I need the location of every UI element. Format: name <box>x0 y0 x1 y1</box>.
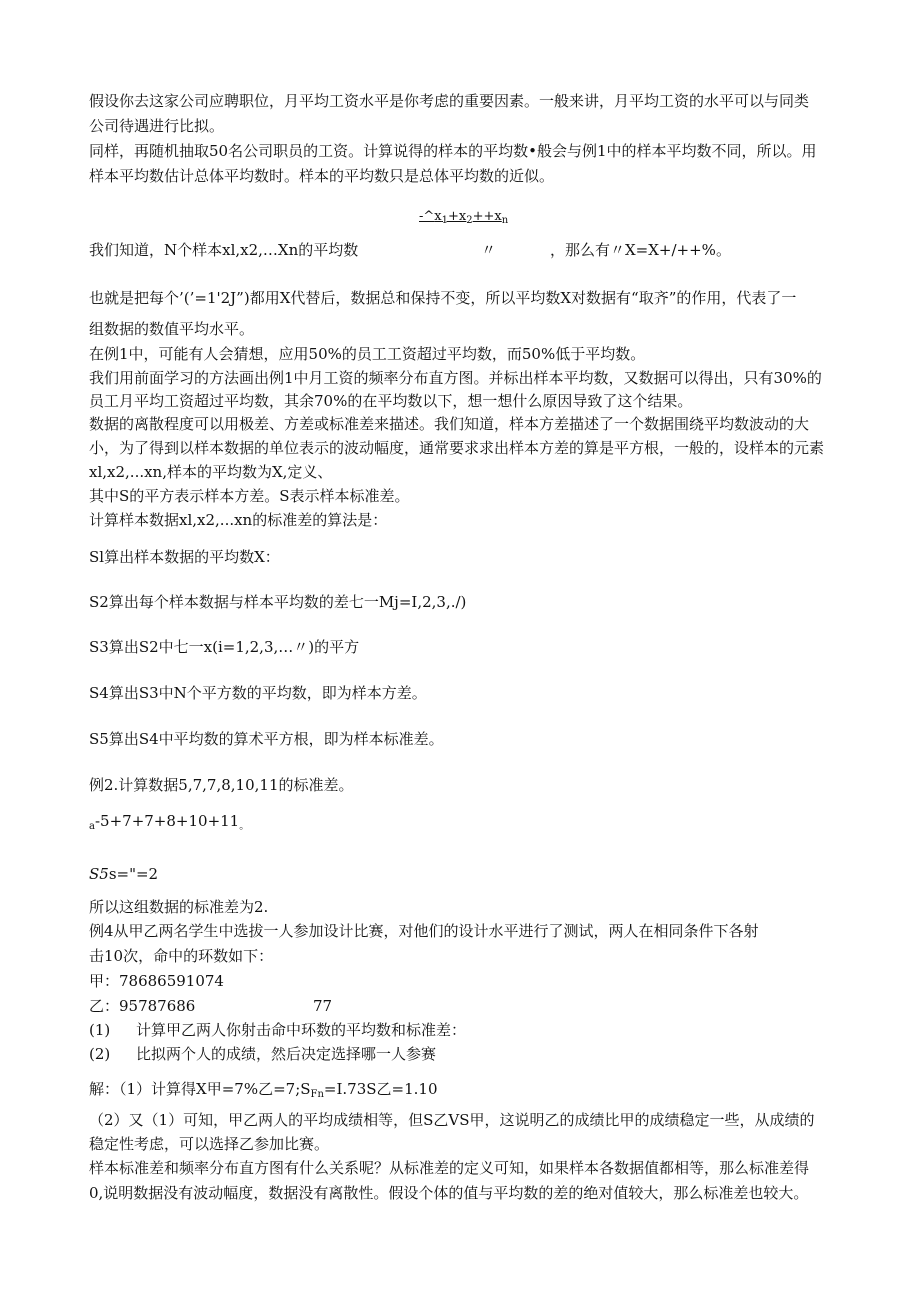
mean-formula-numerator: $-\^{}x_1+x_2++x_n$ <box>419 209 509 226</box>
example-2-result: 所以这组数据的标准差为2. <box>89 898 269 916</box>
paragraph-8: 其中S的平方表示样本方差。S表示样本标准差。 <box>89 487 410 505</box>
paragraph-4-line-1: 也就是把每个’(’=1'2J”)都用X代替后，数据总和保持不变，所以平均数X对数据有“取齐”的作用，代表了一 <box>89 289 797 307</box>
question-1-number: (1) <box>89 1021 111 1039</box>
paragraph-7-line-2: 小，为了得到以样本数据的单位表示的波动幅度，通常要求求出样本方差的算是平方根，一般的，设样本的元素 <box>89 439 825 457</box>
paragraph-9: 计算样本数据xl,x2,...xn的标准差的算法是： <box>89 511 388 529</box>
paragraph-3-part-b: 〃 <box>481 241 497 259</box>
step-s1: Sl算出样本数据的平均数X： <box>89 548 280 566</box>
example-2-s5: S5s="=2 <box>89 865 159 883</box>
paragraph-4-line-2: 组数据的数值平均水平。 <box>89 320 255 338</box>
step-s2: S2算出每个样本数据与样本平均数的差七一Mj=I,2,3,./) <box>89 593 467 611</box>
solution-2-line-1: （2）又（1）可知，甲乙两人的平均成绩相等，但S乙VS甲，这说明乙的成绩比甲的成绩稳定一些，从成绩的 <box>89 1111 815 1129</box>
example-2-calculation: $_a-5+7+7+8+10+11_。$ <box>89 812 250 832</box>
example-4-line-1: 例4从甲乙两名学生中选拔一人参加设计比赛，对他们的设计水平进行了测试，两人在相同条件下各射 <box>89 922 759 940</box>
example-2-title: 例2.计算数据5,7,7,8,10,11的标准差。 <box>89 776 354 794</box>
paragraph-2-line-1: 同样，再随机抽取50名公司职员的工资。计算说得的样本的平均数•般会与例1中的样本平均数不同，所以。用 <box>89 142 817 160</box>
step-s5: S5算出S4中平均数的算术平方根，即为样本标准差。 <box>89 730 444 748</box>
paragraph-3-part-a: 我们知道，N个样本xl,x2,…Xn的平均数 <box>89 241 359 259</box>
scores-yi-tail: 77 <box>313 997 333 1015</box>
step-s4: S4算出S3中N个平方数的平均数，即为样本方差。 <box>89 684 427 702</box>
solution-2-line-2: 稳定性考虑，可以选择乙参加比赛。 <box>89 1135 330 1153</box>
paragraph-6-line-1: 我们用前面学习的方法画出例1中月工资的频率分布直方图。并标出样本平均数，又数据可以得出，只有30%的 <box>89 369 822 387</box>
paragraph-5: 在例1中，可能有人会猜想，应用50%的员工工资超过平均数，而50%低于平均数。 <box>89 345 646 363</box>
scores-jia: 甲：78686591074 <box>89 972 224 990</box>
question-2: 比拟两个人的成绩，然后决定选择哪一人参赛 <box>136 1045 437 1063</box>
example-4-line-2: 击10次，命中的环数如下： <box>89 947 274 965</box>
scores-yi: 乙：95787686 <box>89 997 196 1015</box>
question-1: 计算甲乙两人你射击命中环数的平均数和标准差： <box>136 1021 467 1039</box>
closing-line-1: 样本标准差和频率分布直方图有什么关系呢？从标准差的定义可知，如果样本各数据值都相等，那么标准差得 <box>89 1159 810 1177</box>
closing-line-2: 0,说明数据没有波动幅度，数据没有离散性。假设个体的值与平均数的差的绝对值较大，那么标准差也较大。 <box>89 1184 809 1202</box>
paragraph-6-line-2: 员工月平均工资超过平均数，其余70%的在平均数以下，想一想什么原因导致了这个结果。 <box>89 392 693 410</box>
question-2-number: (2) <box>89 1045 111 1063</box>
paragraph-2-line-2: 样本平均数估计总体平均数时。样本的平均数只是总体平均数的近似。 <box>89 167 555 185</box>
paragraph-7-line-3: xl,x2,...xn,样本的平均数为X,定义、 <box>89 463 333 481</box>
paragraph-7-line-1: 数据的离散程度可以用极差、方差或标准差来描述。我们知道，样本方差描述了一个数据围绕平均数波动的大 <box>89 415 810 433</box>
paragraph-1-line-2: 公司待遇进行比拟。 <box>89 117 225 135</box>
paragraph-1-line-1: 假设你去这家公司应聘职位，月平均工资水平是你考虑的重要因素。一般来讲，月平均工资的水平可以与同类 <box>89 92 810 110</box>
solution-1: 解：（1）计算得X甲=7%乙$=7;S_{Fn}=I.73S$乙=1.10 <box>89 1080 438 1100</box>
step-s3: S3算出S2中七一x(i=1,2,3,…〃)的平方 <box>89 638 360 656</box>
paragraph-3-part-c: ，那么有〃X=X+/++%。 <box>550 241 731 259</box>
